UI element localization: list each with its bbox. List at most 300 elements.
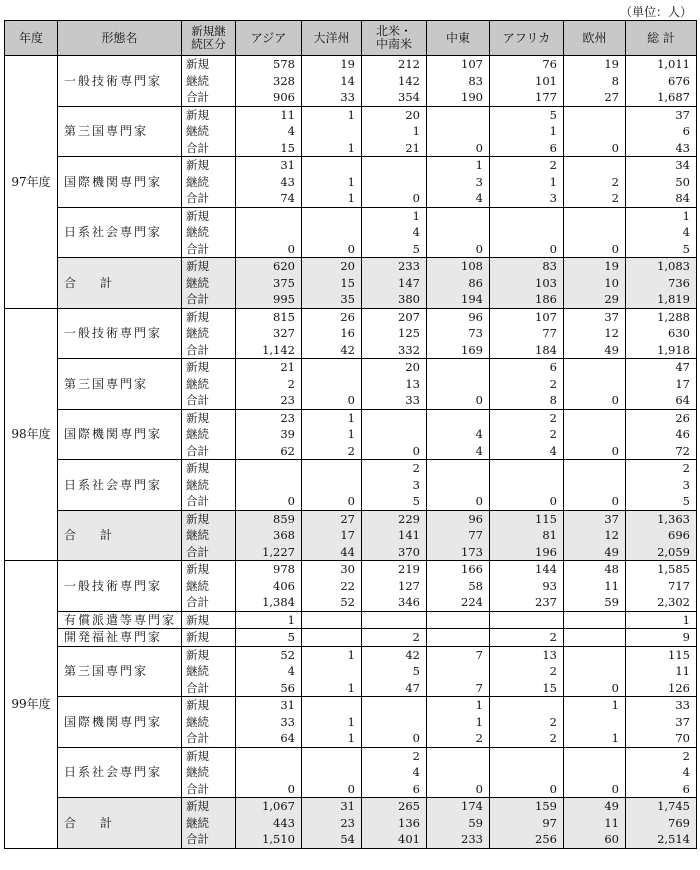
kind-cell: 新規 (182, 747, 236, 764)
kind-cell: 継続 (182, 275, 236, 292)
value-cell: 2 (362, 629, 427, 647)
header-africa: アフリカ (490, 21, 564, 56)
value-cell: 20 (362, 106, 427, 123)
value-cell (564, 460, 626, 477)
value-cell: 3 (490, 190, 564, 207)
value-cell: 17 (302, 527, 362, 544)
value-cell: 1 (302, 140, 362, 157)
value-cell (427, 477, 490, 494)
value-cell: 58 (427, 578, 490, 595)
value-cell: 15 (490, 680, 564, 697)
value-cell (564, 157, 626, 174)
value-cell: 0 (490, 781, 564, 798)
value-cell: 0 (490, 241, 564, 258)
value-cell: 769 (626, 815, 697, 832)
kind-cell: 新規 (182, 207, 236, 224)
value-cell: 229 (362, 510, 427, 527)
table-row (5, 510, 697, 527)
kind-cell: 継続 (182, 764, 236, 781)
header-kind: 新規継 続区分 (182, 21, 236, 56)
value-cell: 5 (626, 241, 697, 258)
value-cell: 1 (302, 714, 362, 731)
value-cell: 1 (362, 207, 427, 224)
value-cell: 37 (626, 106, 697, 123)
value-cell: 1 (302, 190, 362, 207)
value-cell: 115 (626, 646, 697, 663)
value-cell (302, 376, 362, 393)
value-cell: 83 (427, 73, 490, 90)
value-cell: 72 (626, 443, 697, 460)
value-cell: 174 (427, 798, 490, 815)
kind-cell: 合計 (182, 730, 236, 747)
value-cell (564, 426, 626, 443)
value-cell: 37 (564, 308, 626, 325)
kind-cell: 新規 (182, 157, 236, 174)
value-cell: 2 (490, 714, 564, 731)
value-cell: 736 (626, 275, 697, 292)
value-cell: 12 (564, 325, 626, 342)
table-row (5, 359, 697, 376)
kind-cell: 新規 (182, 359, 236, 376)
value-cell (427, 747, 490, 764)
value-cell: 1 (490, 123, 564, 140)
value-cell (427, 611, 490, 629)
value-cell: 1,745 (626, 798, 697, 815)
value-cell: 0 (564, 781, 626, 798)
value-cell: 0 (302, 493, 362, 510)
value-cell: 676 (626, 73, 697, 90)
value-cell: 27 (302, 510, 362, 527)
value-cell (236, 747, 302, 764)
value-cell: 166 (427, 561, 490, 578)
value-cell: 224 (427, 594, 490, 611)
value-cell: 23 (236, 392, 302, 409)
kind-cell: 合計 (182, 831, 236, 848)
value-cell (236, 224, 302, 241)
value-cell: 859 (236, 510, 302, 527)
value-cell: 186 (490, 291, 564, 308)
value-cell (302, 697, 362, 714)
value-cell: 3 (362, 477, 427, 494)
value-cell (564, 663, 626, 680)
kind-cell: 継続 (182, 815, 236, 832)
value-cell: 11 (564, 578, 626, 595)
value-cell: 93 (490, 578, 564, 595)
kind-cell: 継続 (182, 527, 236, 544)
value-cell: 2 (302, 443, 362, 460)
value-cell: 2 (626, 460, 697, 477)
form-name-cell: 一般技術専門家 (58, 561, 182, 612)
subtotal-label: 合 計 (58, 798, 182, 849)
kind-cell: 新規 (182, 697, 236, 714)
value-cell: 0 (564, 392, 626, 409)
value-cell: 0 (302, 241, 362, 258)
value-cell: 0 (564, 241, 626, 258)
value-cell: 142 (362, 73, 427, 90)
form-name-cell: 国際機関専門家 (58, 409, 182, 460)
value-cell: 401 (362, 831, 427, 848)
value-cell: 2 (490, 157, 564, 174)
kind-cell: 継続 (182, 174, 236, 191)
value-cell: 33 (302, 89, 362, 106)
value-cell: 1,687 (626, 89, 697, 106)
form-name-cell: 第三国専門家 (58, 646, 182, 697)
value-cell: 995 (236, 291, 302, 308)
value-cell (302, 611, 362, 629)
kind-cell: 新規 (182, 460, 236, 477)
value-cell: 978 (236, 561, 302, 578)
value-cell: 2 (564, 190, 626, 207)
value-cell: 26 (626, 409, 697, 426)
form-name-cell: 日系社会専門家 (58, 460, 182, 511)
value-cell: 48 (564, 561, 626, 578)
value-cell: 1 (427, 697, 490, 714)
value-cell: 30 (302, 561, 362, 578)
kind-cell: 継続 (182, 224, 236, 241)
value-cell (564, 747, 626, 764)
year-cell: 97年度 (5, 56, 58, 309)
value-cell: 27 (564, 89, 626, 106)
value-cell: 144 (490, 561, 564, 578)
value-cell: 2,059 (626, 544, 697, 561)
value-cell: 1 (490, 174, 564, 191)
value-cell (564, 477, 626, 494)
value-cell: 0 (564, 140, 626, 157)
value-cell: 47 (362, 680, 427, 697)
value-cell: 2 (564, 174, 626, 191)
value-cell: 6 (626, 123, 697, 140)
value-cell (302, 123, 362, 140)
value-cell: 1 (302, 409, 362, 426)
table-row (5, 561, 697, 578)
value-cell: 0 (236, 781, 302, 798)
value-cell: 5 (362, 241, 427, 258)
value-cell: 43 (626, 140, 697, 157)
value-cell: 2 (362, 460, 427, 477)
value-cell: 3 (427, 174, 490, 191)
value-cell: 346 (362, 594, 427, 611)
value-cell: 33 (236, 714, 302, 731)
value-cell (490, 611, 564, 629)
value-cell (564, 646, 626, 663)
kind-cell: 継続 (182, 123, 236, 140)
value-cell: 96 (427, 308, 490, 325)
value-cell: 0 (362, 730, 427, 747)
unit-label: （単位：人） (619, 5, 692, 19)
value-cell (302, 764, 362, 781)
form-name-cell: 第三国専門家 (58, 359, 182, 410)
value-cell: 375 (236, 275, 302, 292)
value-cell: 1,585 (626, 561, 697, 578)
value-cell: 10 (564, 275, 626, 292)
value-cell: 56 (236, 680, 302, 697)
value-cell: 5 (626, 493, 697, 510)
value-cell (236, 477, 302, 494)
value-cell: 0 (362, 443, 427, 460)
value-cell (490, 207, 564, 224)
value-cell: 14 (302, 73, 362, 90)
table-row (5, 56, 697, 73)
value-cell: 19 (564, 258, 626, 275)
year-cell: 99年度 (5, 561, 58, 849)
value-cell: 1,011 (626, 56, 697, 73)
table-row (5, 747, 697, 764)
value-cell: 169 (427, 342, 490, 359)
year-cell: 98年度 (5, 308, 58, 561)
value-cell: 2,302 (626, 594, 697, 611)
value-cell: 1 (302, 680, 362, 697)
table-row (5, 207, 697, 224)
value-cell: 620 (236, 258, 302, 275)
kind-cell: 合計 (182, 342, 236, 359)
value-cell: 1 (427, 714, 490, 731)
value-cell: 21 (236, 359, 302, 376)
experts-table (4, 20, 697, 849)
value-cell: 84 (626, 190, 697, 207)
value-cell: 125 (362, 325, 427, 342)
form-name-cell: 開発福祉専門家 (58, 629, 182, 647)
value-cell (302, 207, 362, 224)
value-cell: 34 (626, 157, 697, 174)
value-cell: 5 (362, 663, 427, 680)
value-cell: 159 (490, 798, 564, 815)
value-cell: 136 (362, 815, 427, 832)
value-cell: 0 (427, 241, 490, 258)
value-cell (362, 697, 427, 714)
kind-cell: 継続 (182, 578, 236, 595)
value-cell: 46 (626, 426, 697, 443)
value-cell: 47 (626, 359, 697, 376)
kind-cell: 新規 (182, 56, 236, 73)
value-cell: 1 (564, 730, 626, 747)
value-cell: 1 (626, 611, 697, 629)
value-cell: 20 (302, 258, 362, 275)
value-cell: 5 (362, 493, 427, 510)
value-cell: 2 (490, 629, 564, 647)
value-cell: 127 (362, 578, 427, 595)
kind-cell: 継続 (182, 426, 236, 443)
value-cell: 0 (302, 781, 362, 798)
value-cell: 141 (362, 527, 427, 544)
header-oceania: 大洋州 (302, 21, 362, 56)
value-cell: 1,510 (236, 831, 302, 848)
value-cell: 19 (302, 56, 362, 73)
value-cell (302, 629, 362, 647)
value-cell (564, 764, 626, 781)
value-cell: 13 (490, 646, 564, 663)
value-cell: 1 (236, 611, 302, 629)
value-cell: 1,067 (236, 798, 302, 815)
value-cell: 8 (564, 73, 626, 90)
value-cell (362, 714, 427, 731)
value-cell: 23 (236, 409, 302, 426)
value-cell: 0 (236, 241, 302, 258)
kind-cell: 新規 (182, 409, 236, 426)
value-cell: 70 (626, 730, 697, 747)
value-cell (302, 477, 362, 494)
value-cell (490, 764, 564, 781)
value-cell: 73 (427, 325, 490, 342)
value-cell (427, 123, 490, 140)
value-cell: 370 (362, 544, 427, 561)
table-row (5, 157, 697, 174)
value-cell: 33 (362, 392, 427, 409)
kind-cell: 新規 (182, 510, 236, 527)
value-cell: 0 (427, 493, 490, 510)
value-cell: 3 (626, 477, 697, 494)
value-cell: 77 (490, 325, 564, 342)
value-cell: 4 (427, 190, 490, 207)
value-cell (564, 714, 626, 731)
header-year: 年度 (5, 21, 58, 56)
value-cell: 256 (490, 831, 564, 848)
value-cell: 4 (362, 224, 427, 241)
value-cell: 15 (236, 140, 302, 157)
value-cell: 49 (564, 798, 626, 815)
value-cell (490, 460, 564, 477)
value-cell (302, 460, 362, 477)
value-cell (302, 224, 362, 241)
value-cell (490, 697, 564, 714)
table-row (5, 409, 697, 426)
value-cell: 107 (427, 56, 490, 73)
value-cell: 31 (236, 697, 302, 714)
value-cell (427, 629, 490, 647)
value-cell: 76 (490, 56, 564, 73)
value-cell: 39 (236, 426, 302, 443)
value-cell: 107 (490, 308, 564, 325)
value-cell: 4 (236, 123, 302, 140)
value-cell: 630 (626, 325, 697, 342)
value-cell: 717 (626, 578, 697, 595)
table-row (5, 697, 697, 714)
value-cell: 1 (302, 730, 362, 747)
kind-cell: 継続 (182, 663, 236, 680)
value-cell: 237 (490, 594, 564, 611)
value-cell: 1 (302, 106, 362, 123)
kind-cell: 合計 (182, 680, 236, 697)
value-cell: 1 (362, 123, 427, 140)
value-cell: 31 (236, 157, 302, 174)
value-cell: 0 (564, 680, 626, 697)
value-cell: 35 (302, 291, 362, 308)
value-cell: 77 (427, 527, 490, 544)
value-cell: 42 (302, 342, 362, 359)
value-cell (427, 359, 490, 376)
value-cell (427, 207, 490, 224)
value-cell: 173 (427, 544, 490, 561)
value-cell: 42 (362, 646, 427, 663)
value-cell: 578 (236, 56, 302, 73)
value-cell: 0 (564, 443, 626, 460)
kind-cell: 新規 (182, 106, 236, 123)
form-name-cell: 一般技術専門家 (58, 56, 182, 107)
header-middle-east: 中東 (427, 21, 490, 56)
value-cell: 1,142 (236, 342, 302, 359)
form-name-cell: 国際機関専門家 (58, 697, 182, 748)
kind-cell: 合計 (182, 89, 236, 106)
value-cell: 17 (626, 376, 697, 393)
value-cell: 2 (236, 376, 302, 393)
value-cell: 86 (427, 275, 490, 292)
value-cell: 6 (626, 781, 697, 798)
kind-cell: 合計 (182, 241, 236, 258)
value-cell (564, 224, 626, 241)
value-cell: 97 (490, 815, 564, 832)
value-cell: 1,918 (626, 342, 697, 359)
value-cell: 233 (362, 258, 427, 275)
value-cell: 59 (427, 815, 490, 832)
value-cell (302, 663, 362, 680)
kind-cell: 継続 (182, 325, 236, 342)
value-cell: 380 (362, 291, 427, 308)
value-cell: 49 (564, 342, 626, 359)
value-cell: 6 (490, 140, 564, 157)
value-cell (564, 611, 626, 629)
form-name-cell: 日系社会専門家 (58, 207, 182, 258)
kind-cell: 合計 (182, 291, 236, 308)
value-cell: 1 (302, 426, 362, 443)
value-cell (564, 106, 626, 123)
form-name-cell: 第三国専門家 (58, 106, 182, 157)
value-cell: 0 (236, 493, 302, 510)
value-cell: 49 (564, 544, 626, 561)
value-cell: 83 (490, 258, 564, 275)
table-row (5, 646, 697, 663)
kind-cell: 新規 (182, 561, 236, 578)
kind-cell: 新規 (182, 308, 236, 325)
value-cell (490, 747, 564, 764)
value-cell: 74 (236, 190, 302, 207)
value-cell: 29 (564, 291, 626, 308)
value-cell: 2 (490, 426, 564, 443)
value-cell: 50 (626, 174, 697, 191)
value-cell: 6 (362, 781, 427, 798)
header-europe: 欧州 (564, 21, 626, 56)
value-cell: 1,227 (236, 544, 302, 561)
value-cell: 327 (236, 325, 302, 342)
value-cell: 1 (302, 646, 362, 663)
value-cell: 328 (236, 73, 302, 90)
value-cell: 2 (362, 747, 427, 764)
value-cell (564, 359, 626, 376)
value-cell: 11 (564, 815, 626, 832)
value-cell: 22 (302, 578, 362, 595)
value-cell: 4 (626, 764, 697, 781)
value-cell: 233 (427, 831, 490, 848)
value-cell: 332 (362, 342, 427, 359)
value-cell (564, 123, 626, 140)
value-cell: 0 (490, 493, 564, 510)
value-cell: 1,288 (626, 308, 697, 325)
value-cell: 4 (490, 443, 564, 460)
table-row (5, 798, 697, 815)
value-cell: 64 (236, 730, 302, 747)
header-asia: アジア (236, 21, 302, 56)
table-row (5, 629, 697, 647)
header-row (5, 21, 697, 56)
value-cell: 696 (626, 527, 697, 544)
value-cell: 177 (490, 89, 564, 106)
value-cell: 5 (490, 106, 564, 123)
value-cell (362, 611, 427, 629)
value-cell: 2,514 (626, 831, 697, 848)
kind-cell: 合計 (182, 594, 236, 611)
value-cell: 26 (302, 308, 362, 325)
value-cell: 59 (564, 594, 626, 611)
value-cell (564, 409, 626, 426)
value-cell: 37 (564, 510, 626, 527)
